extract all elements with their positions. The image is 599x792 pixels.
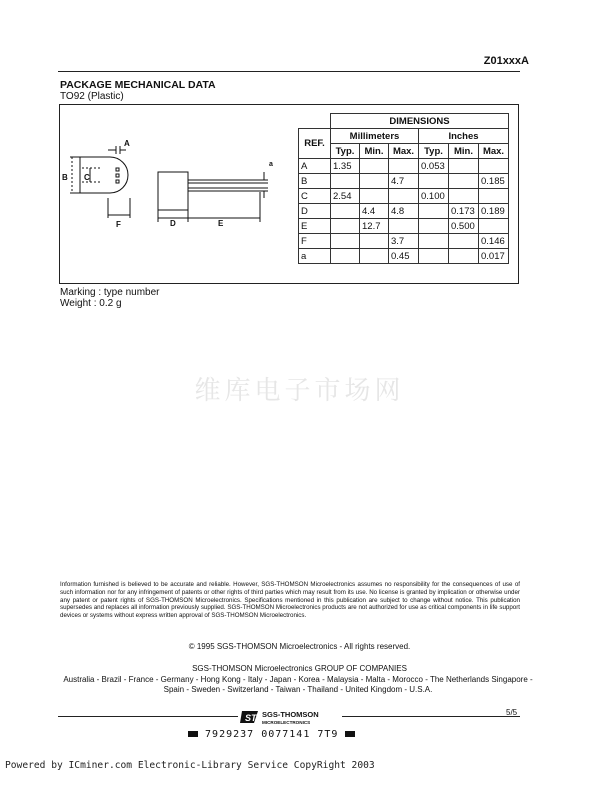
col-header: Max.	[389, 144, 419, 159]
value-cell: 0.100	[419, 189, 449, 204]
side-view	[158, 172, 268, 222]
dimensions-body	[299, 159, 509, 264]
table-row	[299, 219, 509, 234]
value-cell	[331, 219, 360, 234]
marking-line: Marking : type number	[60, 287, 160, 298]
value-cell: 1.35	[331, 159, 360, 174]
ref-cell: E	[299, 219, 331, 234]
value-cell: 4.4	[360, 204, 389, 219]
page-number: 5/5	[506, 708, 518, 717]
value-cell	[449, 174, 479, 189]
value-cell: 0.146	[479, 234, 509, 249]
value-cell	[449, 159, 479, 174]
to92-package-drawing	[60, 130, 290, 240]
watermark: 维库电子市场网	[194, 376, 405, 406]
dim-label-D: D	[170, 219, 176, 228]
col-header: Min.	[449, 144, 479, 159]
value-cell	[419, 204, 449, 219]
dim-label-B: B	[62, 173, 68, 182]
barcode-mark	[345, 731, 355, 737]
powered-by: Powered by ICminer.com Electronic-Library Service CopyRight 2003	[5, 760, 375, 771]
copyright: © 1995 SGS-THOMSON Microelectronics - All rights reserved.	[188, 642, 411, 651]
value-cell	[449, 234, 479, 249]
value-cell	[449, 249, 479, 264]
dim-label-A: A	[124, 139, 130, 148]
value-cell: 0.189	[479, 204, 509, 219]
barcode-line	[188, 729, 355, 740]
value-cell	[419, 249, 449, 264]
dim-label-C: C	[84, 173, 90, 182]
value-cell	[419, 234, 449, 249]
section-title: PACKAGE MECHANICAL DATA	[60, 79, 216, 91]
value-cell: 0.173	[449, 204, 479, 219]
table-row	[299, 174, 509, 189]
value-cell: 0.45	[389, 249, 419, 264]
table-row	[299, 249, 509, 264]
countries-list: Australia - Brazil - France - Germany - Hong Kong - Italy - Japan - Korea - Malaysia - Malta - Morocco - The Netherlands Singapore - Spain - Sweden - Switzerland - Taiwan - Thailand - United Kingdom - U.S.A.	[63, 675, 533, 694]
col-header: Typ.	[419, 144, 449, 159]
st-logo	[240, 709, 340, 725]
value-cell	[331, 234, 360, 249]
millimeters-header: Millimeters	[331, 129, 419, 144]
inches-header: Inches	[419, 129, 509, 144]
value-cell: 3.7	[389, 234, 419, 249]
value-cell	[419, 219, 449, 234]
barcode-text: 7929237 0077141 7T9	[205, 729, 339, 740]
value-cell: 4.7	[389, 174, 419, 189]
col-header: Typ.	[331, 144, 360, 159]
value-cell	[360, 159, 389, 174]
value-cell: 12.7	[360, 219, 389, 234]
group-of-companies: SGS-THOMSON Microelectronics GROUP OF COMPANIES	[192, 664, 407, 673]
barcode-mark	[188, 731, 198, 737]
value-cell: 4.8	[389, 204, 419, 219]
value-cell: 0.017	[479, 249, 509, 264]
header-rule	[58, 71, 520, 72]
ref-cell: B	[299, 174, 331, 189]
disclaimer: Information furnished is believed to be accurate and reliable. However, SGS-THOMSON Microelectronics assumes no responsibility for the consequences of use of such information nor for any infringement of patents or other rights of third parties which may result from its use. No license is granted by implication or otherwise under any patent or patent rights of SGS-THOMSON Microelectronics. Specifications mentioned in this publication are subject to change without notice. This publication supersedes and replaces all information previously supplied. SGS-THOMSON Microelectronics products are not authorized for use as critical components in life support devices or systems without express written approval of SGS-THOMSON Microelectronics.	[60, 581, 520, 620]
weight-line: Weight : 0.2 g	[60, 298, 122, 309]
value-cell: 2.54	[331, 189, 360, 204]
value-cell: 0.500	[449, 219, 479, 234]
value-cell	[360, 189, 389, 204]
dimensions-header: DIMENSIONS	[331, 114, 509, 129]
value-cell	[419, 174, 449, 189]
front-view	[70, 146, 130, 218]
table-row	[299, 189, 509, 204]
ref-cell: C	[299, 189, 331, 204]
col-header: Max.	[479, 144, 509, 159]
value-cell	[389, 189, 419, 204]
ref-cell: a	[299, 249, 331, 264]
ref-cell: A	[299, 159, 331, 174]
dimensions-table	[298, 113, 509, 264]
table-row	[299, 234, 509, 249]
col-header: Min.	[360, 144, 389, 159]
value-cell	[479, 189, 509, 204]
value-cell	[449, 189, 479, 204]
value-cell	[389, 219, 419, 234]
value-cell	[360, 249, 389, 264]
part-number: Z01xxxA	[483, 55, 529, 67]
value-cell	[331, 174, 360, 189]
logo-text: SGS-THOMSON	[262, 710, 319, 719]
dim-label-E: E	[218, 219, 224, 228]
svg-text:ST: ST	[245, 713, 257, 723]
value-cell	[360, 234, 389, 249]
value-cell	[389, 159, 419, 174]
value-cell: 0.185	[479, 174, 509, 189]
footer-rule-right	[342, 716, 520, 717]
ref-cell: F	[299, 234, 331, 249]
value-cell	[360, 174, 389, 189]
marking-info	[60, 287, 160, 309]
table-row	[299, 204, 509, 219]
value-cell	[479, 159, 509, 174]
package-name: TO92 (Plastic)	[60, 91, 124, 102]
ref-cell: D	[299, 204, 331, 219]
table-row	[299, 159, 509, 174]
value-cell	[331, 249, 360, 264]
logo-subtext: MICROELECTRONICS	[262, 720, 311, 725]
dim-label-F: F	[116, 220, 121, 229]
footer-rule-left	[58, 716, 238, 717]
value-cell	[479, 219, 509, 234]
dim-label-a: a	[269, 161, 273, 168]
ref-header: REF.	[299, 129, 331, 159]
value-cell	[331, 204, 360, 219]
value-cell: 0.053	[419, 159, 449, 174]
